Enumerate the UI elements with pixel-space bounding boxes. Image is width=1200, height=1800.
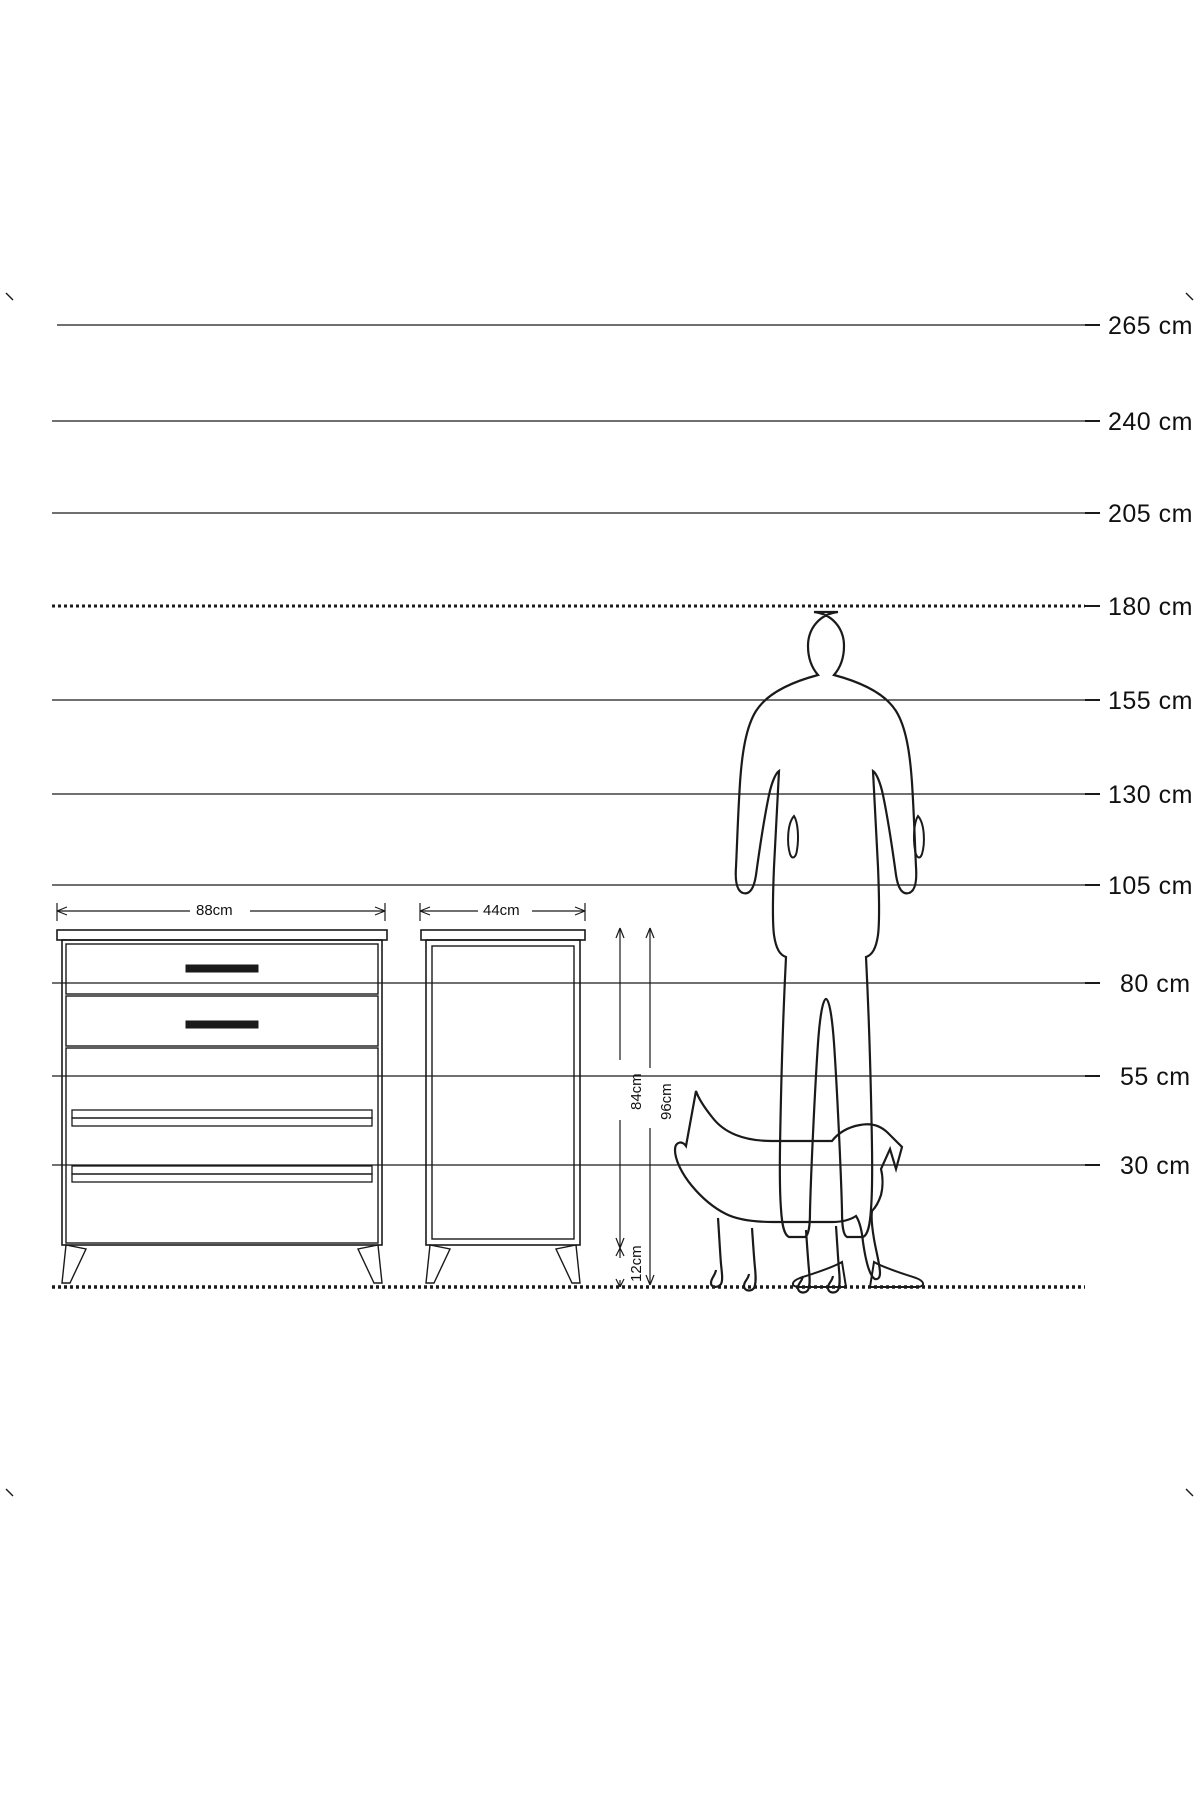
vertical-label-84: 84cm xyxy=(628,1073,645,1110)
height-label-105: 105 cm xyxy=(1108,872,1193,900)
cat-silhouette xyxy=(675,1091,902,1292)
height-label-265: 265 cm xyxy=(1108,312,1193,340)
vertical-label-12: 12cm xyxy=(628,1245,645,1282)
cabinet-leg-left xyxy=(426,1245,450,1283)
vertical-dimension-96 xyxy=(646,928,654,1285)
shelf-2 xyxy=(72,1166,372,1174)
width-label-44: 44cm xyxy=(483,902,520,919)
cabinet-leg-right xyxy=(556,1245,580,1283)
vertical-dimension-12 xyxy=(616,1248,624,1287)
width-label-88: 88cm xyxy=(196,902,233,919)
height-guide-lines xyxy=(52,325,1085,1165)
vertical-label-96: 96cm xyxy=(658,1083,675,1120)
height-label-180: 180 cm xyxy=(1108,593,1193,621)
height-label-55: 55 cm xyxy=(1120,1063,1191,1091)
shelf-1 xyxy=(72,1110,372,1118)
cabinet-door xyxy=(432,946,574,1239)
human-silhouette xyxy=(736,612,924,1287)
height-label-130: 130 cm xyxy=(1108,781,1193,809)
drawer-handle-bottom xyxy=(186,1021,258,1028)
shelf-2-edge xyxy=(72,1174,372,1182)
vertical-dimension-84 xyxy=(616,928,624,1248)
shelf-1-edge xyxy=(72,1118,372,1126)
height-label-205: 205 cm xyxy=(1108,500,1193,528)
leg-right xyxy=(358,1245,382,1283)
corner-marks xyxy=(6,293,1193,1496)
height-label-240: 240 cm xyxy=(1108,408,1193,436)
leg-left xyxy=(62,1245,86,1283)
guide-ticks xyxy=(1085,325,1100,1165)
drawer-handle-top xyxy=(186,965,258,972)
height-label-30: 30 cm xyxy=(1120,1152,1191,1180)
height-label-80: 80 cm xyxy=(1120,970,1191,998)
height-label-155: 155 cm xyxy=(1108,687,1193,715)
